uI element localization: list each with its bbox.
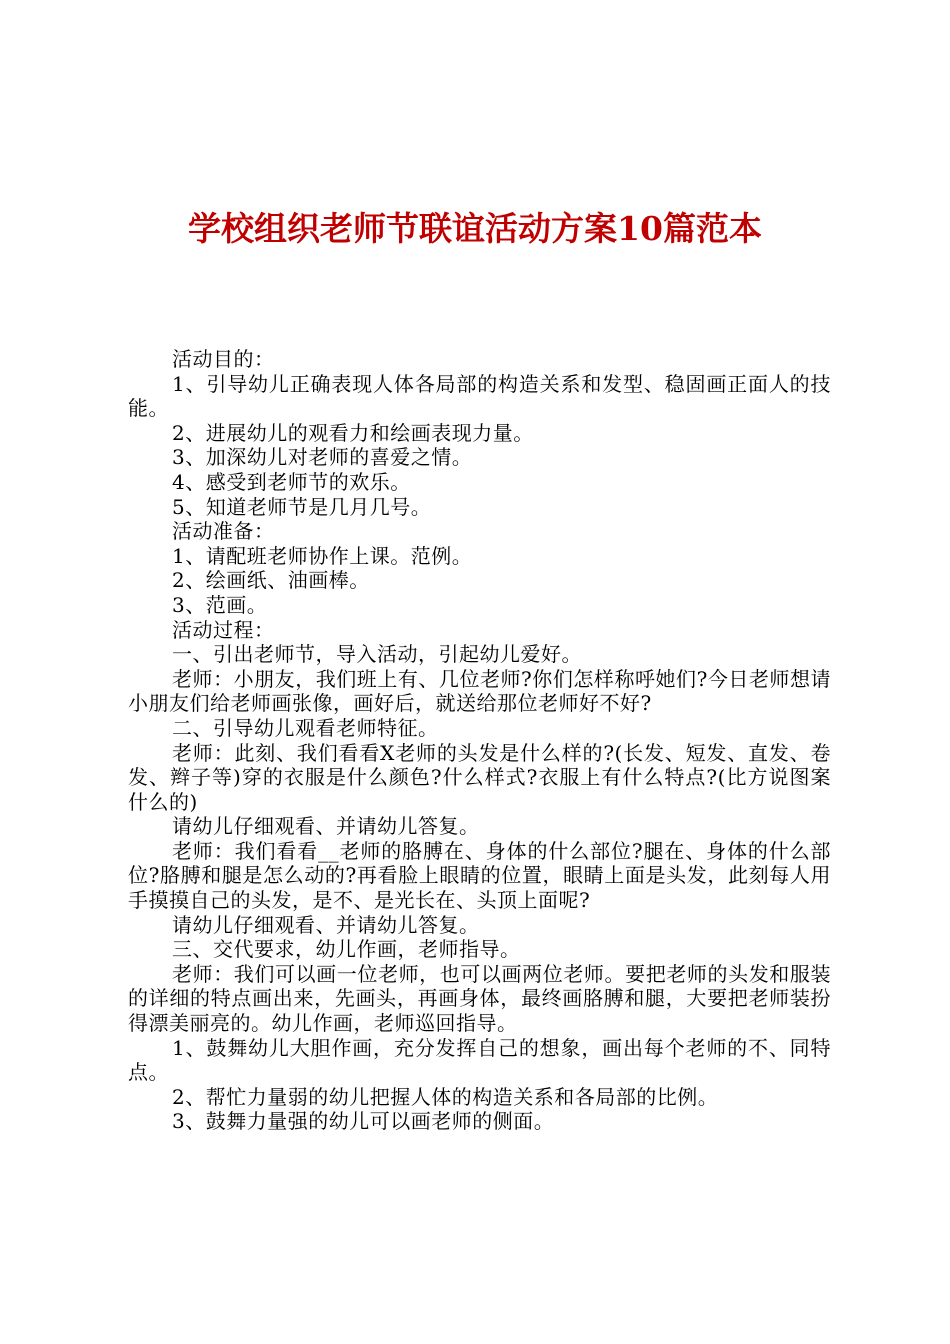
paragraph: 1、请配班老师协作上课。范例。 [172, 543, 473, 568]
paragraph: 2、绘画纸、油画棒。 [172, 568, 370, 593]
paragraph: 请幼儿仔细观看、并请幼儿答复。 [172, 814, 480, 839]
paragraph: 1、引导幼儿正确表现人体各局部的构造关系和发型、稳固画正面人的技能。 [128, 371, 831, 421]
paragraph: 请幼儿仔细观看、并请幼儿答复。 [172, 912, 480, 937]
paragraph: 活动准备： [172, 519, 275, 544]
paragraph: 活动目的： [172, 347, 275, 371]
paragraph: 2、进展幼儿的观看力和绘画表现力量。 [172, 420, 534, 445]
paragraph: 3、鼓舞力量强的幼儿可以画老师的侧面。 [172, 1109, 555, 1134]
paragraph: 三、交代要求，幼儿作画，老师指导。 [172, 937, 521, 962]
document-title: 学校组织老师节联谊活动方案10篇范本 [188, 209, 762, 248]
paragraph: 1、鼓舞幼儿大胆作画，充分发挥自己的想象，画出每个老师的不、同特点。 [128, 1035, 831, 1085]
paragraph: 二、引导幼儿观看老师特征。 [172, 715, 439, 740]
paragraph: 4、感受到老师节的欢乐。 [172, 469, 411, 494]
paragraph: 老师：小朋友，我们班上有、几位老师?你们怎样称呼她们?今日老师想请小朋友们给老师画张像，画好后，就送给那位老师好不好? [128, 666, 831, 716]
document-body [128, 347, 831, 1134]
paragraph: 活动过程： [172, 617, 275, 642]
paragraph: 5、知道老师节是几月几号。 [172, 494, 432, 519]
paragraph: 老师：我们看看__老师的胳膊在、身体的什么部位?腿在、身体的什么部位?胳膊和腿是怎么动的?再看脸上眼睛的位置，眼睛上面是头发，此刻每人用手摸摸自己的头发，是不、是光长在、头顶上面呢? [128, 838, 831, 913]
paragraph: 3、范画。 [172, 592, 268, 617]
paragraph: 2、帮忙力量弱的幼儿把握人体的构造关系和各局部的比例。 [172, 1084, 719, 1109]
paragraph: 老师：此刻、我们看看X老师的头发是什么样的?(长发、短发、直发、卷发、辫子等)穿的衣服是什么颜色?什么样式?衣服上有什么特点?(比方说图案什么的) [128, 740, 831, 814]
paragraph: 3、加深幼儿对老师的喜爱之情。 [172, 445, 473, 470]
paragraph: 老师：我们可以画一位老师，也可以画两位老师。要把老师的头发和服装的详细的特点画出来，先画头，再画身体，最终画胳膊和腿，大要把老师装扮得漂美丽亮的。幼儿作画，老师巡回指导。 [128, 961, 831, 1036]
paragraph: 一、引出老师节，导入活动，引起幼儿爱好。 [172, 642, 582, 667]
